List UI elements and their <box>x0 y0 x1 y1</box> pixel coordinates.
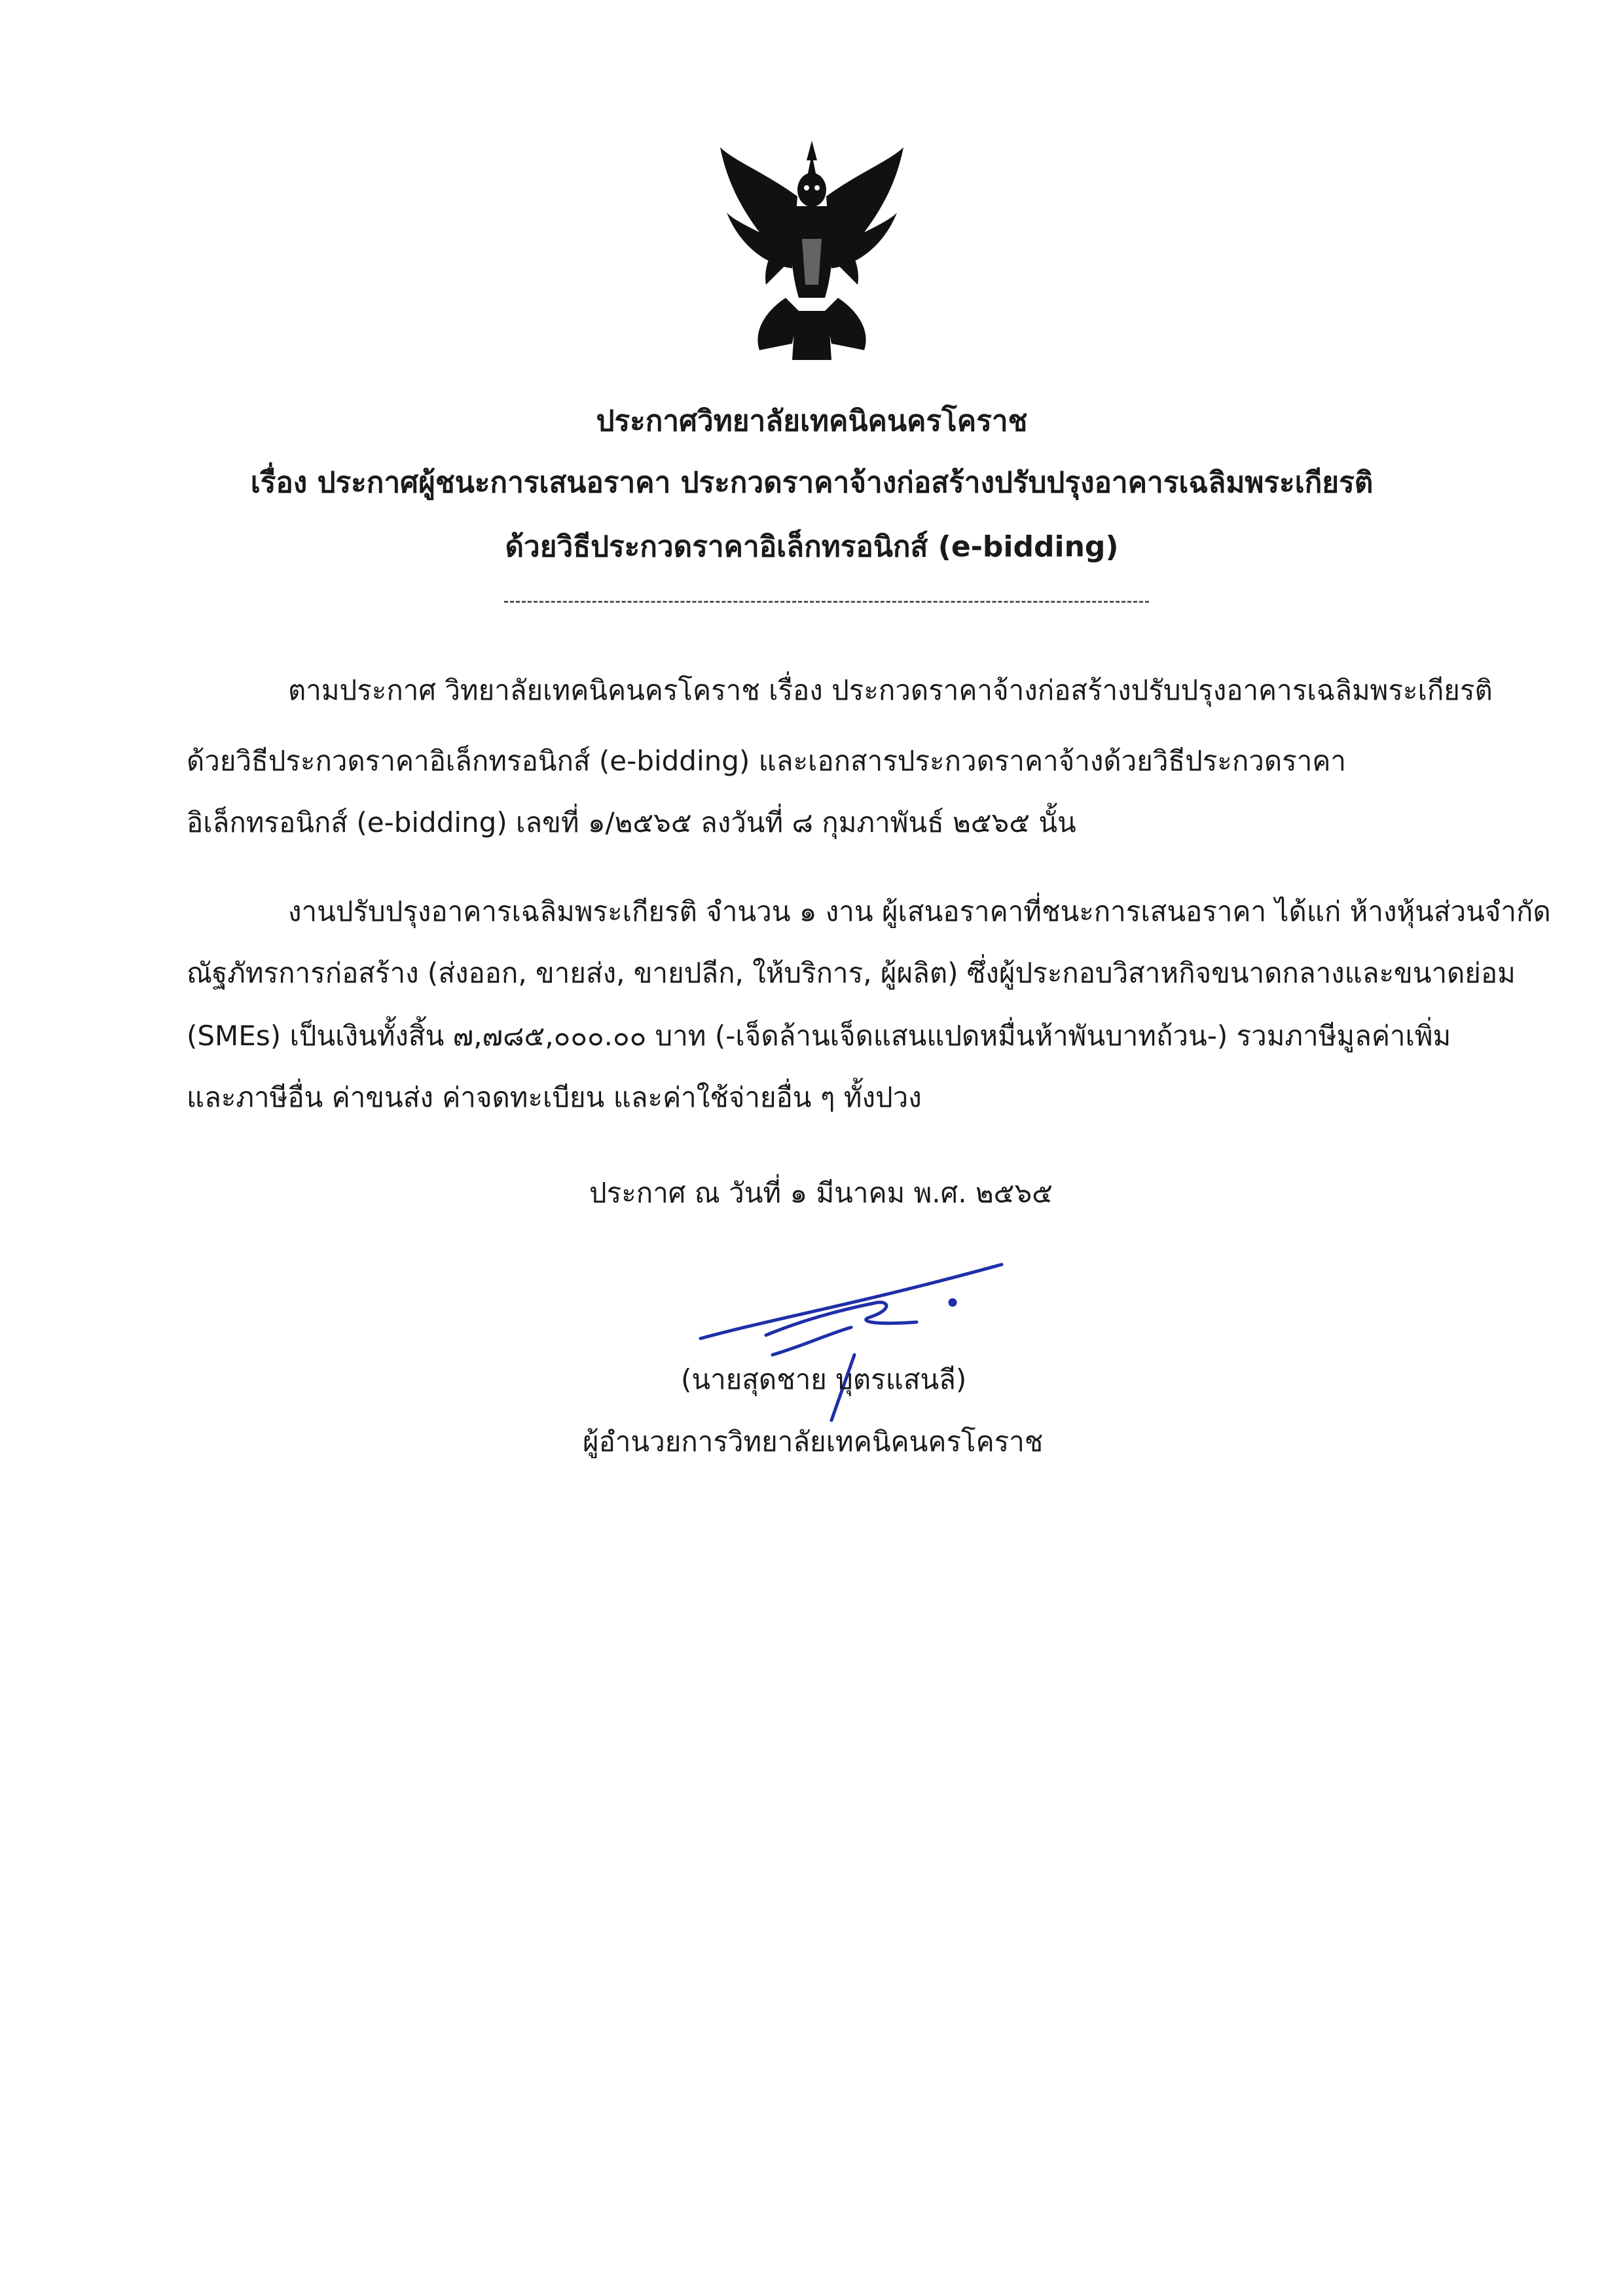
paragraph-1-line-1: ตามประกาศ วิทยาลัยเทคนิคนครโคราช เรื่อง ประกวดราคาจ้างก่อสร้างปรับปรุงอาคารเฉลิมพระเกียรติ <box>288 674 1493 706</box>
signer-title: ผู้อำนวยการวิทยาลัยเทคนิคนครโคราช <box>583 1426 1044 1458</box>
announcement-date: ประกาศ ณ วันที่ ๑ มีนาคม พ.ศ. ๒๕๖๕ <box>589 1177 1053 1209</box>
paragraph-1-line-2: ด้วยวิธีประกวดราคาอิเล็กทรอนิกส์ (e-bidding) และเอกสารประกวดราคาจ้างด้วยวิธีประกวดราคา <box>187 745 1346 777</box>
paragraph-2-line-3: (SMEs) เป็นเงินทั้งสิ้น ๗,๗๘๕,๐๐๐.๐๐ บาท (-เจ็ดล้านเจ็ดแสนแปดหมื่นห้าพันบาทถ้วน-) รวมภาษีมูลค่าเพิ่ม <box>187 1020 1451 1052</box>
document-title: ประกาศวิทยาลัยเทคนิคนครโคราช <box>596 404 1028 438</box>
paragraph-1-line-3: อิเล็กทรอนิกส์ (e-bidding) เลขที่ ๑/๒๕๖๕ ลงวันที่ ๘ กุมภาพันธ์ ๒๕๖๕ นั้น <box>187 806 1076 838</box>
document-subject-method: ด้วยวิธีประกวดราคาอิเล็กทรอนิกส์ (e-bidding) <box>505 530 1119 564</box>
signer-name: (นายสุดชาย บุตรแสนลี) <box>681 1363 967 1395</box>
title-divider <box>504 601 1149 603</box>
paragraph-2-line-2: ณัฐภัทรการก่อสร้าง (ส่งออก, ขายส่ง, ขายปลีก, ให้บริการ, ผู้ผลิต) ซึ่งผู้ประกอบวิสาหกิจขนาดกลางและขนาดย่อม <box>187 957 1516 989</box>
garuda-emblem-icon <box>714 134 910 370</box>
paragraph-2-line-1: งานปรับปรุงอาคารเฉลิมพระเกียรติ จำนวน ๑ งาน ผู้เสนอราคาที่ชนะการเสนอราคา ได้แก่ ห้างหุ้นส่วนจำกัด <box>288 895 1551 927</box>
document-subject: เรื่อง ประกาศผู้ชนะการเสนอราคา ประกวดราคาจ้างก่อสร้างปรับปรุงอาคารเฉลิมพระเกียรติ <box>250 466 1374 499</box>
signature-image <box>694 1257 1008 1427</box>
paragraph-2-line-4: และภาษีอื่น ค่าขนส่ง ค่าจดทะเบียน และค่าใช้จ่ายอื่น ๆ ทั้งปวง <box>187 1081 922 1113</box>
